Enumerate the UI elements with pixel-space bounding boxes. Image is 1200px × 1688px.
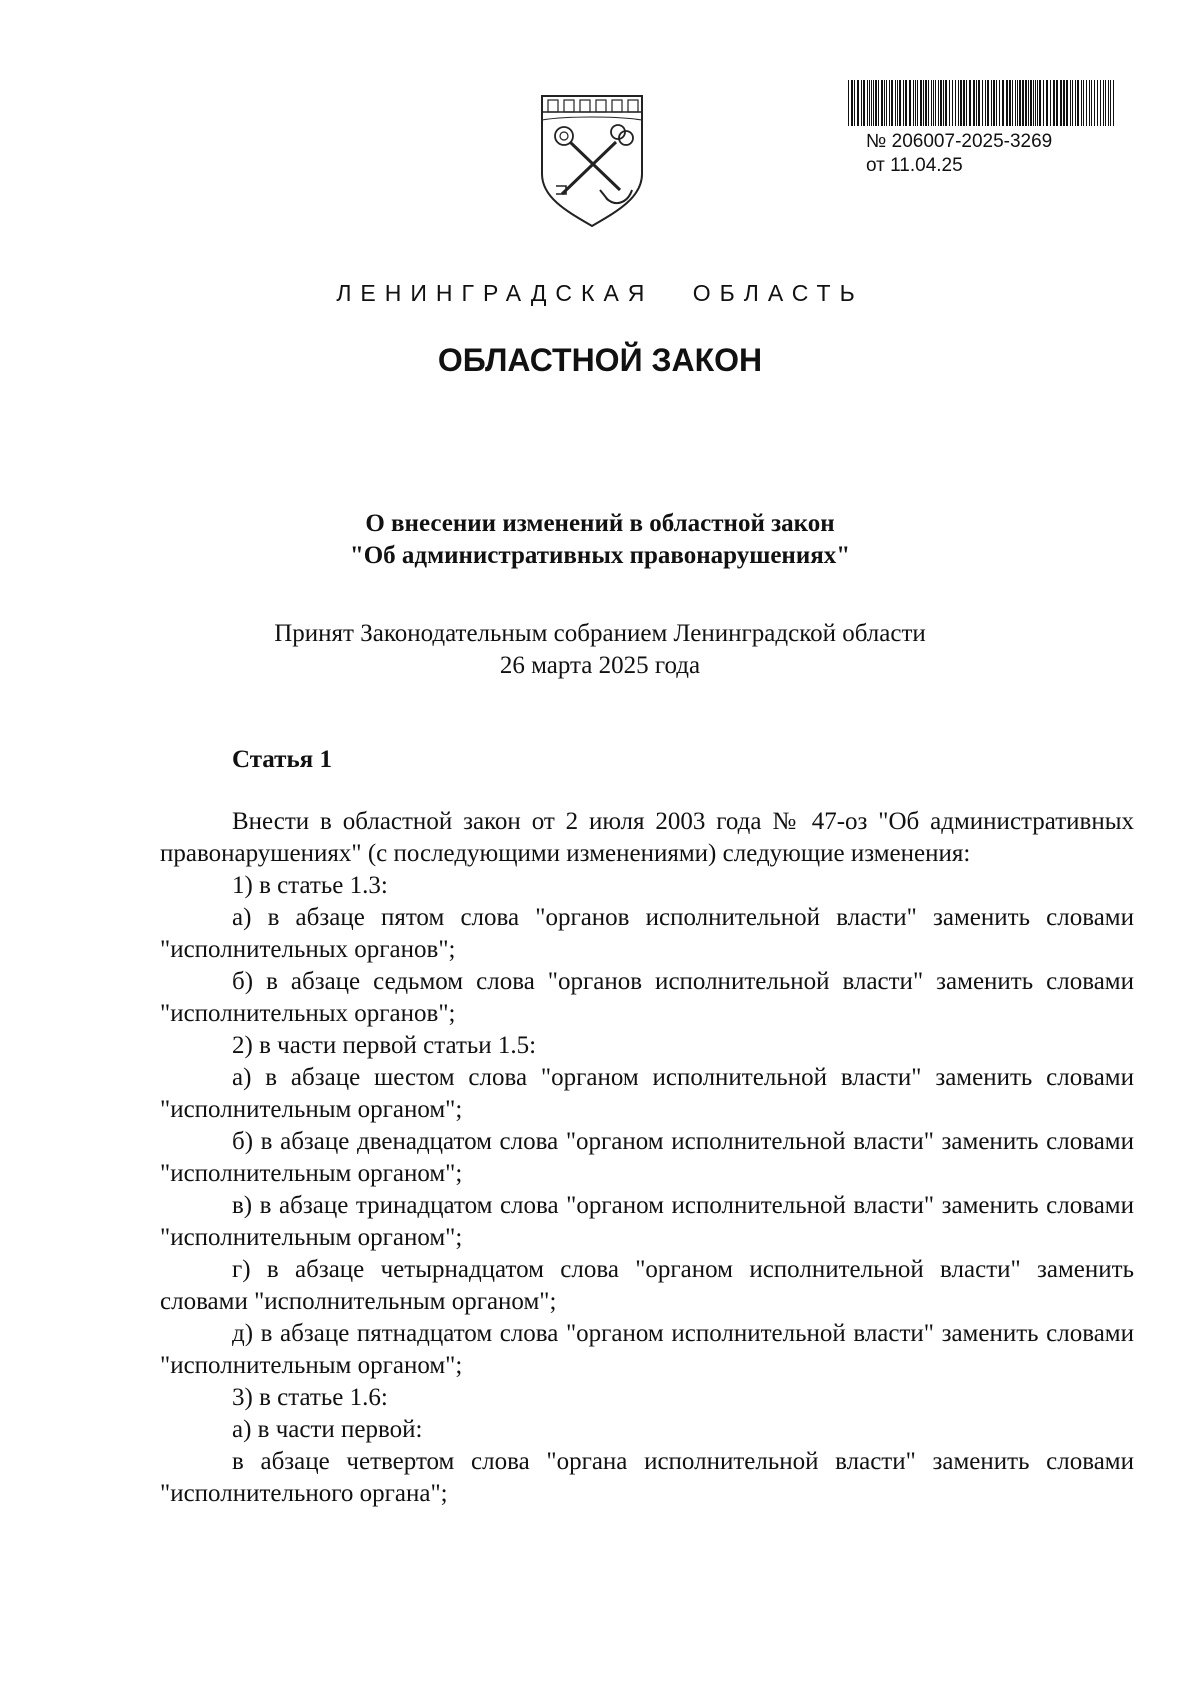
law-title-line: "Об административных правонарушениях" (349, 542, 851, 569)
article-body (160, 806, 1134, 1510)
paragraph: 2) в части первой статьи 1.5: (232, 1032, 537, 1059)
region-name: ЛЕНИНГРАДСКАЯ ОБЛАСТЬ (336, 280, 864, 306)
paragraph: б) в абзаце двенадцатом слова "органом исполнительной власти" заменить словами "исполнительным органом"; (160, 1128, 1134, 1187)
paragraph: 3) в статье 1.6: (232, 1384, 388, 1411)
adoption-date: 26 марта 2025 года (499, 652, 701, 679)
article-heading: Статья 1 (232, 746, 332, 773)
paragraph: Внести в областной закон от 2 июля 2003 года № 47-оз "Об административных правонарушениях" (с последующими изменениями) следующие изменения: (160, 808, 1134, 867)
paragraph: б) в абзаце седьмом слова "органов исполнительной власти" заменить словами "исполнительных органов"; (160, 968, 1134, 1027)
paragraph: в) в абзаце тринадцатом слова "органом исполнительной власти" заменить словами "исполнительным органом"; (160, 1192, 1134, 1251)
law-title-line: О внесении изменений в областной закон (365, 510, 835, 537)
paragraph: а) в абзаце пятом слова "органов исполнительной власти" заменить словами "исполнительных органов"; (160, 904, 1134, 963)
paragraph: а) в абзаце шестом слова "органом исполнительной власти" заменить словами "исполнительным органом"; (160, 1064, 1134, 1123)
document-type: ОБЛАСТНОЙ ЗАКОН (437, 342, 763, 378)
paragraph: 1) в статье 1.3: (232, 872, 388, 899)
adoption-body: Принят Законодательным собранием Ленинградской области (274, 620, 926, 647)
paragraph: г) в абзаце четырнадцатом слова "органом исполнительной власти" заменить словами "исполнительным органом"; (160, 1256, 1134, 1315)
coat-of-arms-icon (536, 90, 648, 230)
paragraph: а) в части первой: (232, 1416, 423, 1443)
paragraph: в абзаце четвертом слова "органа исполнительной власти" заменить словами "исполнительного органа"; (160, 1448, 1134, 1507)
registration-stamp (866, 130, 1052, 178)
registration-date: от 11.04.25 (866, 155, 963, 176)
adoption-note (0, 618, 1200, 682)
registration-number: № 206007-2025-3269 (866, 131, 1053, 152)
paragraph: д) в абзаце пятнадцатом слова "органом исполнительной власти" заменить словами "исполнительным органом"; (160, 1320, 1134, 1379)
law-title (0, 508, 1200, 572)
barcode-icon (848, 80, 1116, 126)
